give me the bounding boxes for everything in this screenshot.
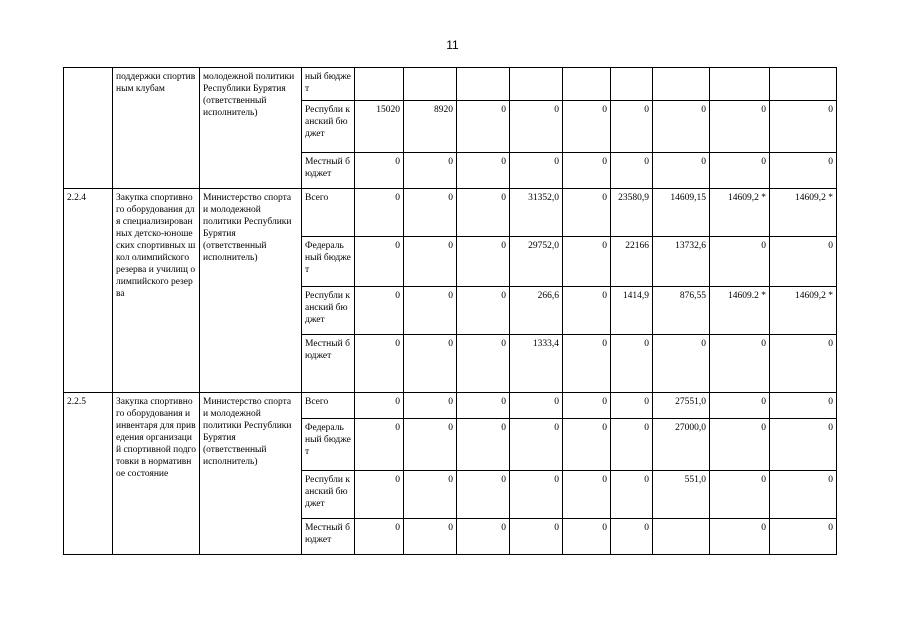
- value-cell: 0: [355, 335, 404, 393]
- value-cell: 0: [457, 189, 510, 237]
- value-cell: 0: [355, 287, 404, 335]
- value-cell: 0: [404, 393, 457, 419]
- value-cell: 0: [510, 471, 563, 519]
- value-cell: 0: [563, 471, 611, 519]
- row-number-cell: 2.2.5: [64, 393, 113, 555]
- value-cell: 0: [770, 335, 837, 393]
- value-cell: [355, 68, 404, 101]
- value-cell: 0: [510, 153, 563, 189]
- value-cell: 14609.2 *: [710, 287, 770, 335]
- value-cell: 0: [355, 471, 404, 519]
- value-cell: 0: [563, 237, 611, 287]
- value-cell: 0: [404, 519, 457, 555]
- value-cell: [563, 68, 611, 101]
- value-cell: 0: [770, 101, 837, 153]
- value-cell: 0: [710, 153, 770, 189]
- value-cell: 0: [563, 189, 611, 237]
- value-cell: [611, 68, 653, 101]
- value-cell: 0: [611, 153, 653, 189]
- event-name-cell: Закупка спортивного оборудования для специализированных детско-юношеских спортивных школ олимпийского резерва и училищ олимпийского резерва: [113, 189, 200, 393]
- value-cell: [404, 68, 457, 101]
- value-cell: [653, 68, 710, 101]
- value-cell: 0: [710, 237, 770, 287]
- value-cell: 0: [563, 519, 611, 555]
- value-cell: 27000,0: [653, 419, 710, 471]
- funding-source-cell: ный бюджет: [302, 68, 355, 101]
- value-cell: 0: [457, 153, 510, 189]
- value-cell: 0: [611, 471, 653, 519]
- value-cell: 0: [611, 101, 653, 153]
- value-cell: 13732,6: [653, 237, 710, 287]
- value-cell: 0: [710, 519, 770, 555]
- value-cell: 14609,15: [653, 189, 710, 237]
- value-cell: 0: [563, 153, 611, 189]
- event-name-cell: поддержки спортивным клубам: [113, 68, 200, 189]
- value-cell: [510, 68, 563, 101]
- value-cell: 0: [355, 189, 404, 237]
- value-cell: 0: [510, 393, 563, 419]
- value-cell: 0: [710, 335, 770, 393]
- executor-cell: Министерство спорта и молодежной политики Республики Бурятия (ответственный исполнитель): [200, 393, 302, 555]
- value-cell: 0: [404, 153, 457, 189]
- event-name-cell: Закупка спортивного оборудования и инвентаря для приведения организаций спортивной подготовки в нормативное состояние: [113, 393, 200, 555]
- value-cell: 29752,0: [510, 237, 563, 287]
- value-cell: 0: [404, 189, 457, 237]
- value-cell: 0: [457, 335, 510, 393]
- value-cell: 0: [710, 419, 770, 471]
- value-cell: 0: [653, 335, 710, 393]
- value-cell: 22166: [611, 237, 653, 287]
- row-number-cell: 2.2.4: [64, 189, 113, 393]
- value-cell: 0: [355, 393, 404, 419]
- page-number: 11: [446, 38, 459, 52]
- value-cell: 0: [653, 153, 710, 189]
- value-cell: 0: [770, 419, 837, 471]
- value-cell: 0: [404, 237, 457, 287]
- funding-source-cell: Федераль ный бюджет: [302, 237, 355, 287]
- value-cell: 0: [457, 237, 510, 287]
- value-cell: 0: [770, 519, 837, 555]
- funding-source-cell: Местный бюджет: [302, 519, 355, 555]
- value-cell: 0: [611, 335, 653, 393]
- funding-source-cell: Республи канский бюджет: [302, 101, 355, 153]
- value-cell: [653, 519, 710, 555]
- value-cell: 0: [770, 237, 837, 287]
- row-number-cell: [64, 68, 113, 189]
- value-cell: 0: [404, 419, 457, 471]
- value-cell: 551,0: [653, 471, 710, 519]
- value-cell: 0: [457, 287, 510, 335]
- value-cell: [770, 68, 837, 101]
- funding-source-cell: Федераль ный бюджет: [302, 419, 355, 471]
- funding-source-cell: Местный бюджет: [302, 335, 355, 393]
- table-row: [64, 68, 837, 101]
- value-cell: 0: [355, 237, 404, 287]
- value-cell: 15020: [355, 101, 404, 153]
- value-cell: 0: [710, 393, 770, 419]
- value-cell: [710, 68, 770, 101]
- value-cell: 1414,9: [611, 287, 653, 335]
- value-cell: 1333,4: [510, 335, 563, 393]
- value-cell: 0: [611, 393, 653, 419]
- funding-source-cell: Республи канский бюджет: [302, 287, 355, 335]
- value-cell: 8920: [404, 101, 457, 153]
- executor-cell: молодежной политики Республики Бурятия (ответственный исполнитель): [200, 68, 302, 189]
- value-cell: 0: [770, 471, 837, 519]
- value-cell: 0: [770, 393, 837, 419]
- value-cell: 0: [563, 419, 611, 471]
- value-cell: 0: [457, 519, 510, 555]
- value-cell: 0: [563, 335, 611, 393]
- value-cell: 0: [404, 335, 457, 393]
- value-cell: 0: [611, 419, 653, 471]
- value-cell: 0: [563, 101, 611, 153]
- value-cell: 876,55: [653, 287, 710, 335]
- value-cell: 0: [563, 393, 611, 419]
- funding-source-cell: Республи канский бюджет: [302, 471, 355, 519]
- table-row: [64, 393, 837, 419]
- value-cell: 0: [355, 419, 404, 471]
- value-cell: 23580,9: [611, 189, 653, 237]
- value-cell: 14609,2 *: [770, 287, 837, 335]
- value-cell: 0: [710, 471, 770, 519]
- value-cell: 31352,0: [510, 189, 563, 237]
- value-cell: 0: [510, 519, 563, 555]
- value-cell: 0: [710, 101, 770, 153]
- value-cell: 0: [355, 153, 404, 189]
- value-cell: 14609,2 *: [710, 189, 770, 237]
- value-cell: 0: [770, 153, 837, 189]
- funding-source-cell: Местный бюджет: [302, 153, 355, 189]
- value-cell: 0: [457, 101, 510, 153]
- value-cell: [457, 68, 510, 101]
- funding-source-cell: Всего: [302, 393, 355, 419]
- executor-cell: Министерство спорта и молодежной политики Республики Бурятия (ответственный исполнитель): [200, 189, 302, 393]
- value-cell: 0: [653, 101, 710, 153]
- value-cell: 0: [355, 519, 404, 555]
- value-cell: 27551,0: [653, 393, 710, 419]
- value-cell: 0: [457, 419, 510, 471]
- value-cell: 0: [457, 393, 510, 419]
- value-cell: 0: [510, 101, 563, 153]
- value-cell: 0: [563, 287, 611, 335]
- value-cell: 14609,2 *: [770, 189, 837, 237]
- table-row: [64, 189, 837, 237]
- value-cell: 266,6: [510, 287, 563, 335]
- funding-source-cell: Всего: [302, 189, 355, 237]
- value-cell: 0: [404, 471, 457, 519]
- value-cell: 0: [404, 287, 457, 335]
- value-cell: 0: [611, 519, 653, 555]
- value-cell: 0: [457, 471, 510, 519]
- value-cell: 0: [510, 419, 563, 471]
- budget-table: [63, 67, 837, 555]
